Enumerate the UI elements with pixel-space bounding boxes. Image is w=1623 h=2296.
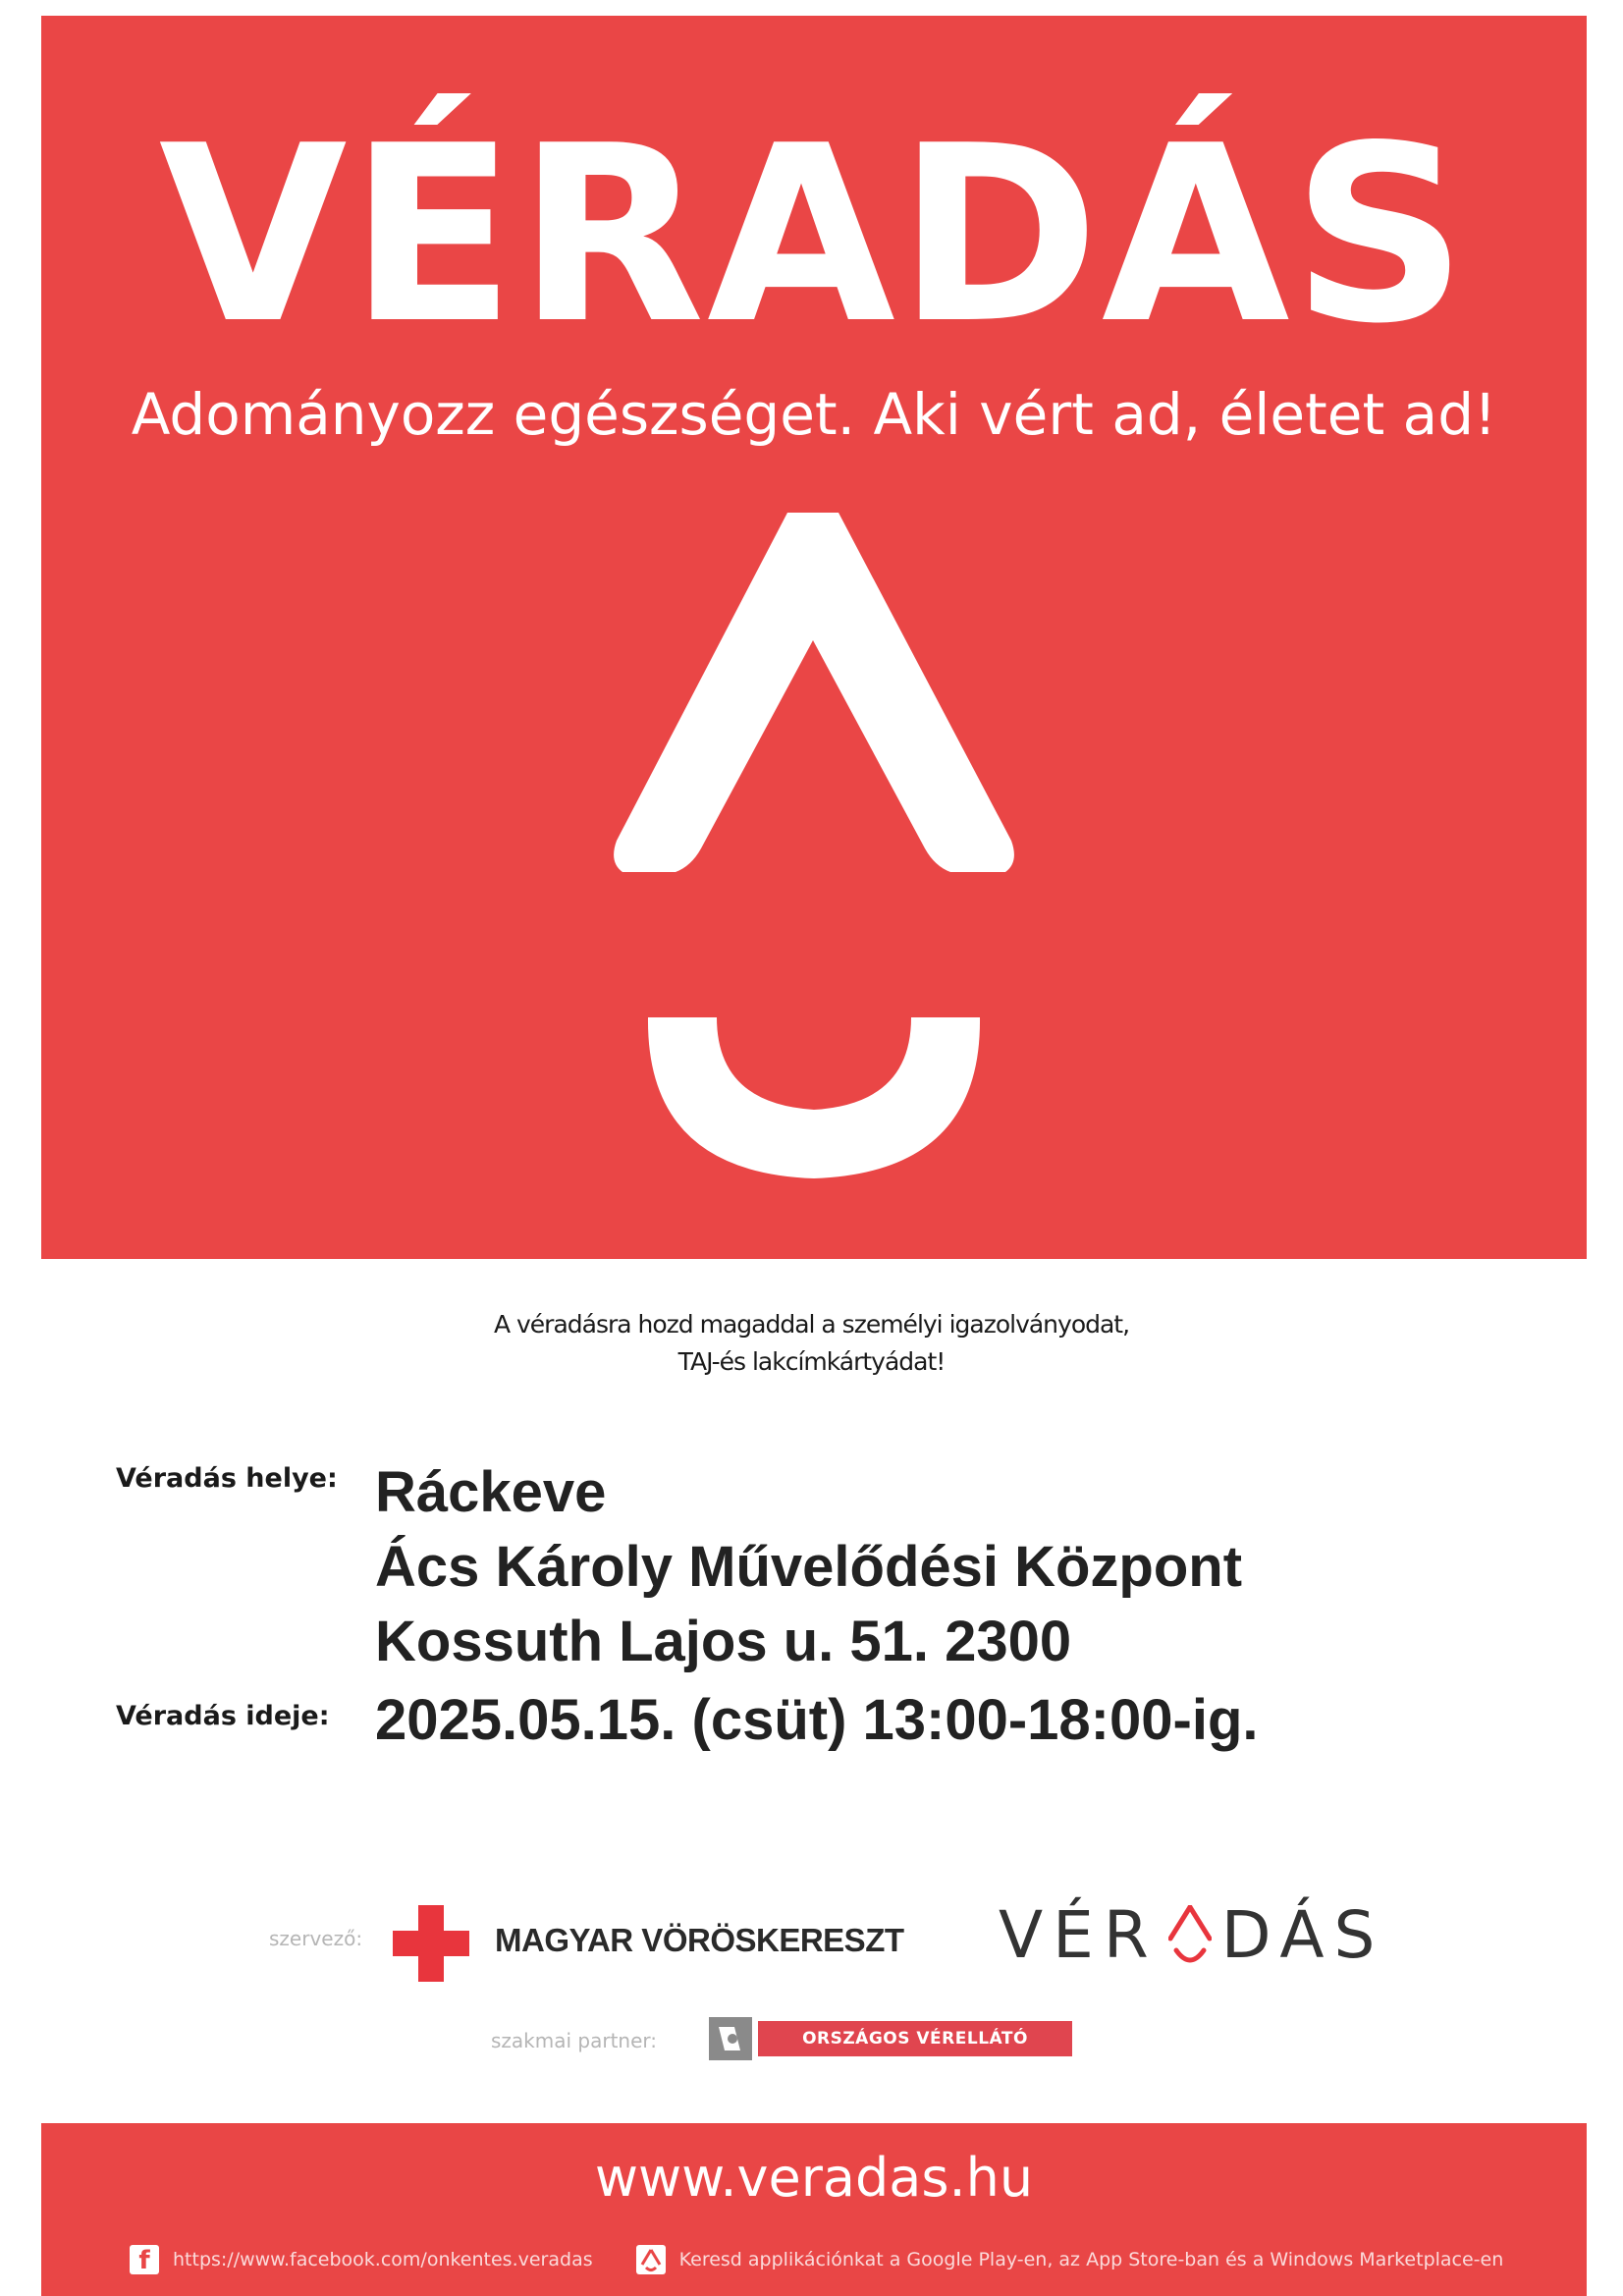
- place-label: Véradás helye:: [116, 1463, 338, 1494]
- blood-bag-hand-icon: [709, 2017, 752, 2060]
- partner-name: ORSZÁGOS VÉRELLÁTÓ SZOLGÁLAT: [758, 2021, 1072, 2056]
- place-address: Kossuth Lajos u. 51. 2300: [375, 1610, 1072, 1673]
- instructions: [0, 1306, 1623, 1381]
- hero-banner: [41, 16, 1587, 1259]
- organizer-label: szervező:: [269, 1927, 363, 1950]
- instruction-line: A véradásra hozd magaddal a személyi igazolványodat,: [493, 1310, 1130, 1339]
- partner-logo: [709, 2017, 1072, 2084]
- place-venue: Ács Károly Művelődési Központ: [375, 1535, 1243, 1599]
- organizer-name: MAGYAR VÖRÖSKERESZT: [495, 1922, 904, 1958]
- wordmark-drop-a-icon: [1168, 1897, 1212, 1962]
- veradas-wordmark: [999, 1897, 1384, 1973]
- facebook-link[interactable]: https://www.facebook.com/onkentes.veradas: [173, 2249, 593, 2270]
- place-city: Ráckeve: [375, 1460, 607, 1524]
- poster-subtitle: Adományozz egészséget. Aki vért ad, életet ad!: [131, 381, 1497, 448]
- red-cross-icon: [393, 1905, 469, 1982]
- app-store-text: Keresd applikációnkat a Google Play-en, az App Store-ban és a Windows Marketplace-en: [678, 2249, 1504, 2270]
- instruction-line: TAJ-és lakcímkártyádat!: [677, 1347, 946, 1376]
- partner-label: szakmai partner:: [491, 2029, 658, 2052]
- blood-drop-smile-icon: [601, 495, 1027, 1188]
- footer-links: [130, 2245, 1503, 2284]
- app-drop-icon[interactable]: [636, 2245, 666, 2274]
- footer-banner: [41, 2123, 1587, 2296]
- poster-title: VÉRADÁS: [158, 94, 1470, 377]
- wordmark-part: DÁS: [1220, 1897, 1385, 1973]
- facebook-icon[interactable]: f: [130, 2245, 159, 2274]
- website-link[interactable]: www.veradas.hu: [594, 2147, 1034, 2209]
- time-label: Véradás ideje:: [116, 1701, 330, 1731]
- wordmark-part: VÉR: [999, 1897, 1159, 1973]
- time-value: 2025.05.15. (csüt) 13:00-18:00-ig.: [375, 1688, 1259, 1752]
